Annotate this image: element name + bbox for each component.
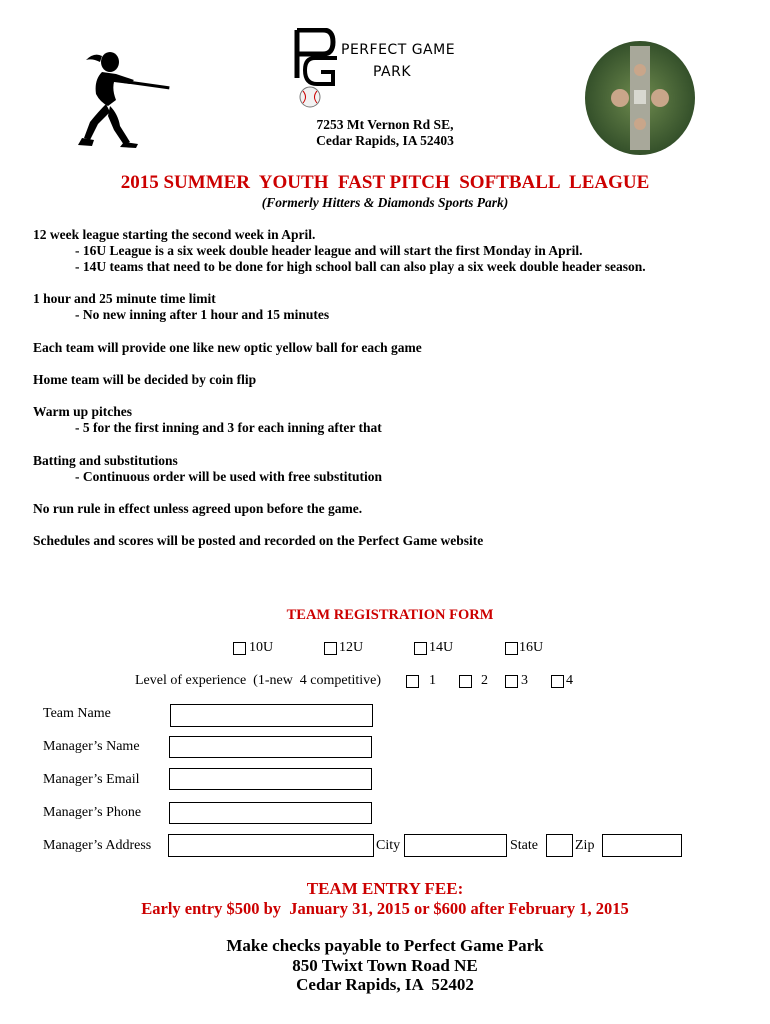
rule-8: Schedules and scores will be posted and recorded on the Perfect Game website [33, 533, 484, 548]
experience-checkbox-3[interactable] [505, 675, 518, 688]
age-label-10u: 10U [249, 640, 274, 655]
experience-label: Level of experience (1-new 4 competitive) [135, 673, 382, 688]
rule-6: Batting and substitutions [33, 453, 178, 468]
field-aerial-photo [584, 40, 696, 156]
zip-field[interactable] [602, 834, 682, 857]
header-address [235, 117, 535, 149]
manager-phone-field[interactable] [169, 802, 372, 824]
payment-line1: Make checks payable to Perfect Game Park [226, 936, 544, 955]
age-checkbox-16u[interactable] [505, 642, 518, 655]
experience-label-1: 1 [429, 673, 436, 688]
manager-phone-label: Manager’s Phone [43, 805, 142, 820]
city-field[interactable] [404, 834, 507, 857]
fee-heading: TEAM ENTRY FEE: [306, 879, 464, 898]
rule-7: No run rule in effect unless agreed upon before the game. [33, 501, 363, 516]
perfect-game-logo [293, 28, 463, 110]
age-checkbox-12u[interactable] [324, 642, 337, 655]
zip-label: Zip [575, 838, 595, 853]
manager-email-label: Manager’s Email [43, 772, 140, 787]
age-label-16u: 16U [519, 640, 544, 655]
age-checkbox-10u[interactable] [233, 642, 246, 655]
address-line1: 7253 Mt Vernon Rd SE, [316, 117, 454, 132]
manager-name-field[interactable] [169, 736, 372, 758]
baseball-icon [299, 86, 321, 108]
form-heading: TEAM REGISTRATION FORM [286, 607, 494, 623]
address-line2: Cedar Rapids, IA 52403 [316, 133, 454, 148]
experience-checkbox-1[interactable] [406, 675, 419, 688]
team-name-field[interactable] [170, 704, 373, 727]
experience-label-2: 2 [481, 673, 488, 688]
logo-line2: PARK [373, 64, 412, 80]
city-label: City [376, 838, 401, 853]
logo-line1: PERFECT GAME [341, 42, 456, 58]
pg-monogram-icon [293, 28, 341, 88]
payment-line3: Cedar Rapids, IA 52402 [296, 975, 474, 994]
rule-3: Each team will provide one like new optic yellow ball for each game [33, 340, 422, 355]
rule-1b: - 14U teams that need to be done for high school ball can also play a six week double header season. [75, 259, 646, 274]
page-subtitle: (Formerly Hitters & Diamonds Sports Park) [261, 195, 509, 210]
experience-label-3: 3 [521, 673, 528, 688]
manager-name-label: Manager’s Name [43, 739, 140, 754]
state-label: State [510, 838, 538, 853]
state-field[interactable] [546, 834, 573, 857]
age-label-12u: 12U [339, 640, 364, 655]
manager-address-field[interactable] [168, 834, 374, 857]
rule-2: 1 hour and 25 minute time limit [33, 291, 216, 306]
age-label-14u: 14U [429, 640, 454, 655]
age-checkbox-14u[interactable] [414, 642, 427, 655]
manager-email-field[interactable] [169, 768, 372, 790]
rule-1a: - 16U League is a six week double header league and will start the first Monday in April. [75, 243, 583, 258]
batter-silhouette-icon [72, 50, 172, 150]
team-name-label: Team Name [43, 706, 111, 721]
experience-label-4: 4 [566, 673, 573, 688]
experience-checkbox-4[interactable] [551, 675, 564, 688]
payment-line2: 850 Twixt Town Road NE [292, 956, 478, 975]
page-title: 2015 SUMMER YOUTH FAST PITCH SOFTBALL LEAGUE [120, 172, 650, 193]
rule-6a: - Continuous order will be used with free substitution [75, 469, 383, 484]
manager-address-label: Manager’s Address [43, 838, 152, 853]
experience-checkbox-2[interactable] [459, 675, 472, 688]
rule-5a: - 5 for the first inning and 3 for each inning after that [75, 420, 382, 435]
rule-2a: - No new inning after 1 hour and 15 minutes [75, 307, 330, 322]
rule-1: 12 week league starting the second week in April. [33, 227, 316, 242]
fee-details: Early entry $500 by January 31, 2015 or $600 after February 1, 2015 [141, 899, 629, 918]
rule-4: Home team will be decided by coin flip [33, 372, 257, 387]
rule-5: Warm up pitches [33, 404, 133, 419]
